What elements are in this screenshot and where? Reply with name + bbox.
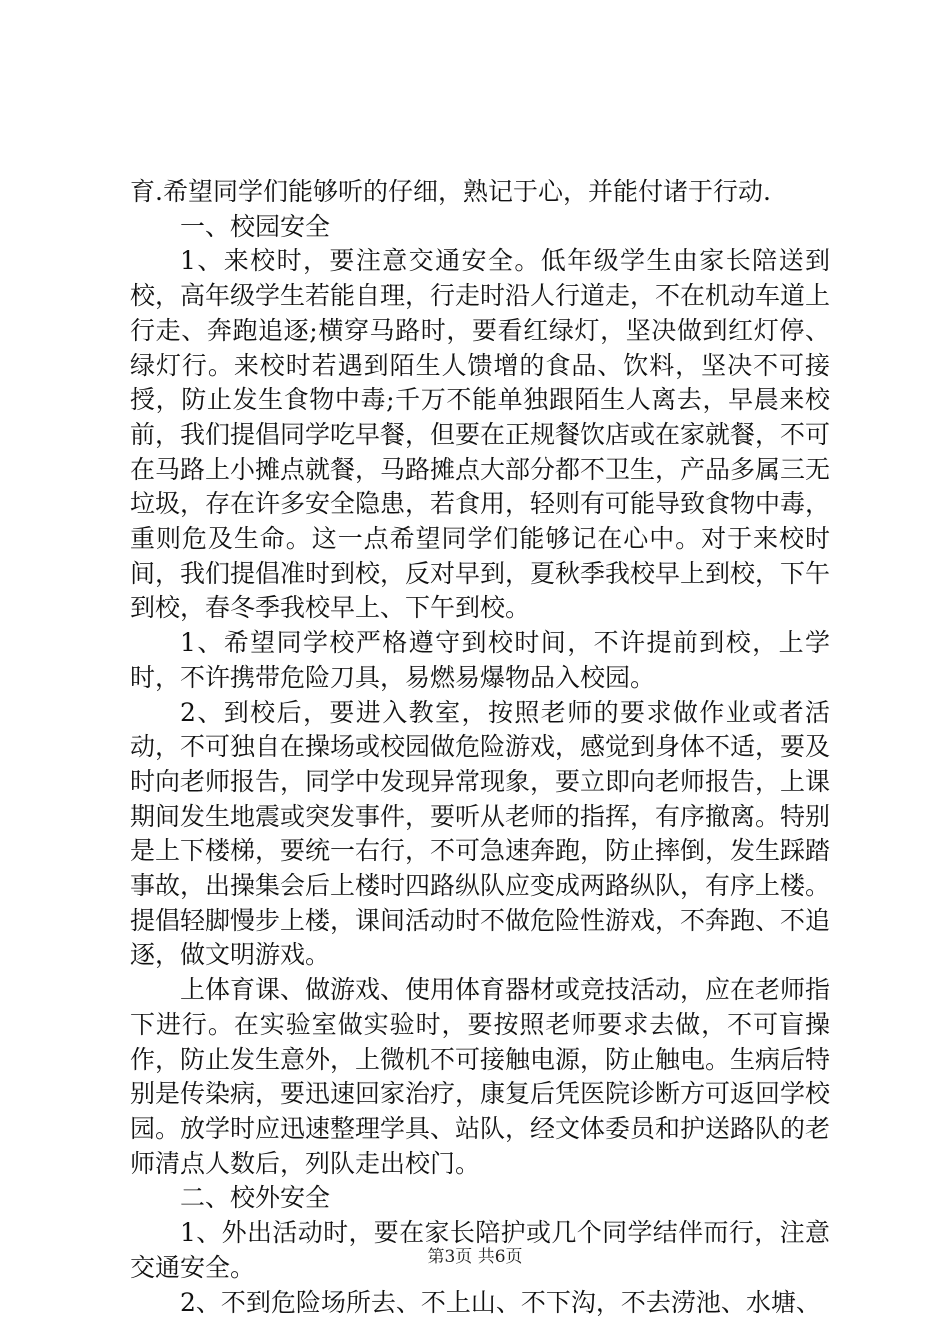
page-number-footer: 第3页 共6页 [427, 1247, 523, 1267]
paragraph-arrival-safety: 1、来校时，要注意交通安全。低年级学生由家长陪送到校，高年级学生若能自理，行走时沿人行道走，不在机动车道上行走、奔跑追逐;横穿马路时，要看红绿灯，坚决做到红灯停、绿灯行。来校时若遇到陌生人馈增的食品、饮料，坚决不可接授，防止发生食物中毒;千万不能单独跟陌生人离去，早晨来校前，我们提倡同学吃早餐，但要在正规餐饮店或在家就餐，不可在马路上小摊点就餐，马路摊点大部分都不卫生，产品多属三无垃圾，存在许多安全隐患，若食用，轻则有可能导致食物中毒，重则危及生命。这一点希望同学们能够记在心中。对于来校时间，我们提倡准时到校，反对早到，夏秋季我校早上到校，下午到校，春冬季我校早上、下午到校。 [130, 246, 831, 623]
section-heading-offcampus-safety: 二、校外安全 [180, 1183, 331, 1213]
paragraph-continuation: 育.希望同学们能够听的仔细，熟记于心，并能付诸于行动. [130, 177, 771, 206]
paragraph-outings: 1、外出活动时，要在家长陪护或几个同学结伴而行，注意交通安全。 [130, 1218, 830, 1282]
document-body [130, 175, 830, 1320]
paragraph-pe-class: 上体育课、做游戏、使用体育器材或竞技活动，应在老师指下进行。在实验室做实验时，要按照老师要求去做，不可盲操作，防止发生意外，上微机不可接触电源，防止触电。生病后特别是传染病，要迅速回家治疗，康复后凭医院诊断方可返回学校园。放学时应迅速整理学具、站队，经文体委员和护送路队的老师清点人数后，列队走出校门。 [130, 975, 831, 1178]
paragraph-arrival-time: 1、希望同学校严格遵守到校时间，不许提前到校，上学时，不许携带危险刀具，易燃易爆物品入校园。 [130, 628, 830, 692]
paragraph-after-arrival: 2、到校后，要进入教室，按照老师的要求做作业或者活动，不可独自在操场或校园做危险游戏，感觉到身体不适，要及时向老师报告，同学中发现异常现象，要立即向老师报告，上课期间发生地震或突发事件，要听从老师的指挥，有序撤离。特别是上下楼梯，要统一右行，不可急速奔跑，防止摔倒，发生踩踏事故，出操集会后上楼时四路纵队应变成两路纵队，有序上楼。提倡轻脚慢步上楼，课间活动时不做危险性游戏，不奔跑、不追逐，做文明游戏。 [130, 697, 831, 970]
paragraph-danger-places: 2、不到危险场所去、不上山、不下沟，不去涝池、水塘、 [180, 1287, 821, 1317]
section-heading-campus-safety: 一、校园安全 [180, 211, 331, 241]
